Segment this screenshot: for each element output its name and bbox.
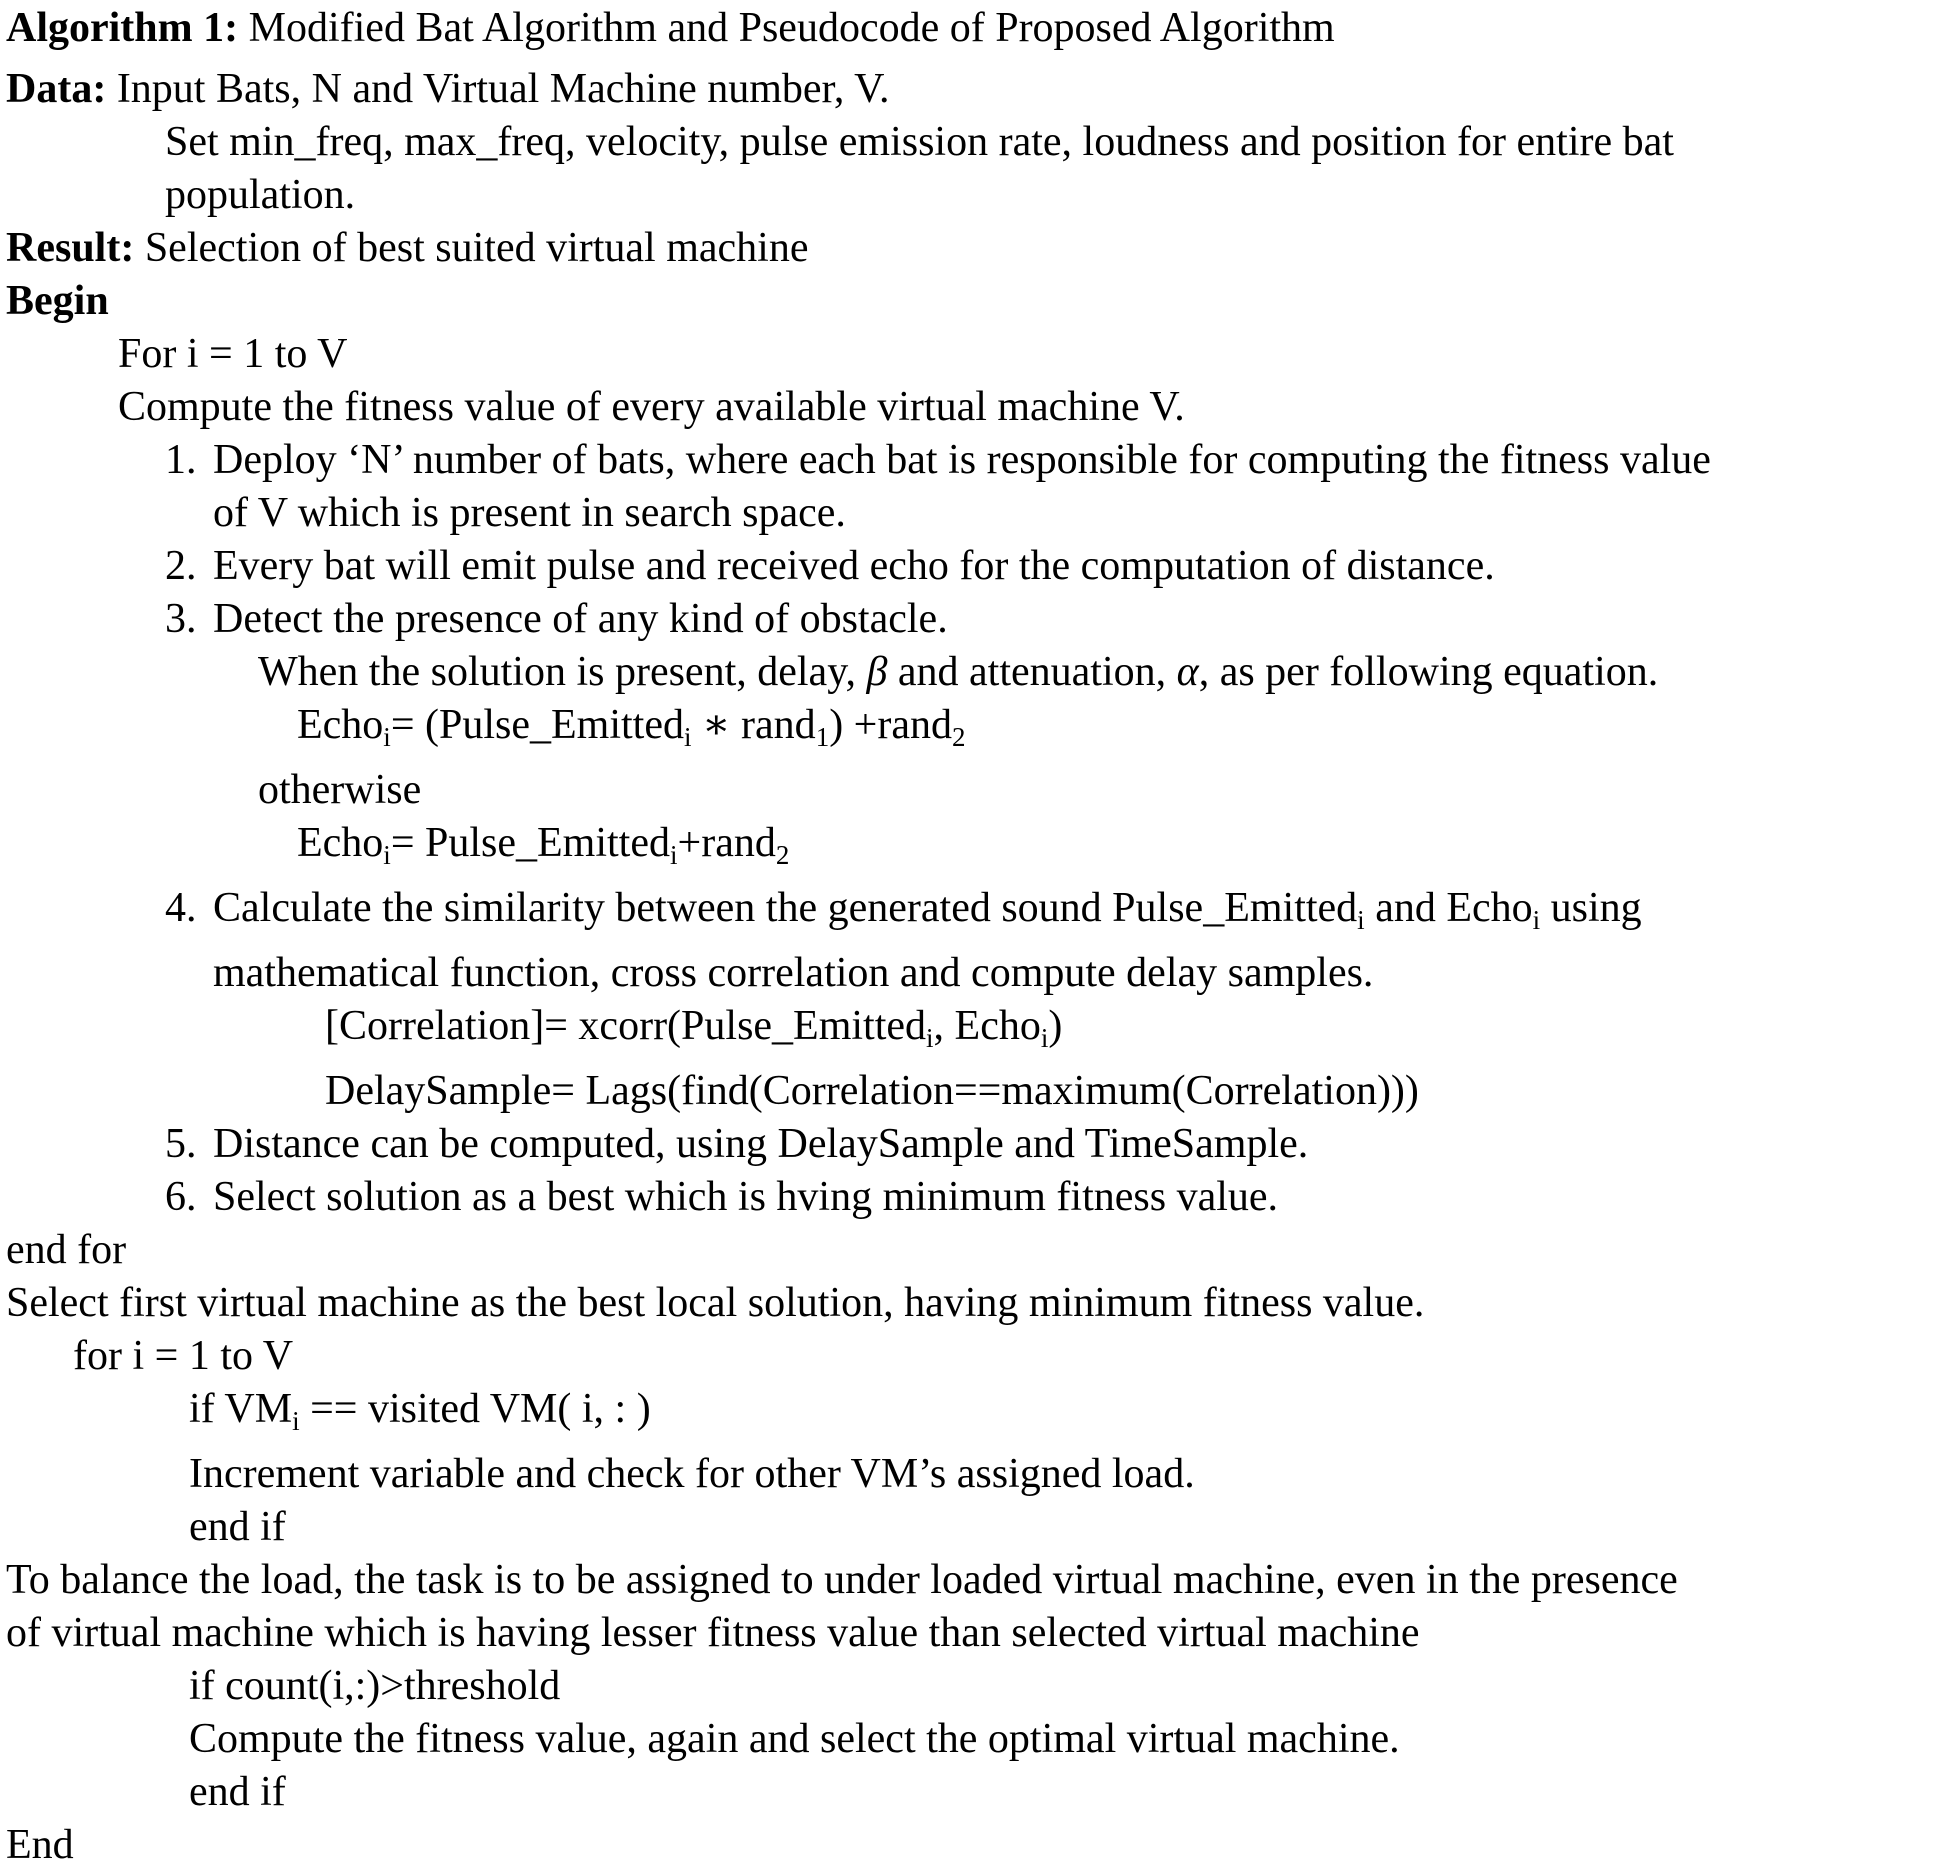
- list-number: 1.: [165, 437, 197, 483]
- code-text: otherwise: [258, 767, 422, 813]
- greek-alpha: α: [1176, 649, 1199, 695]
- end-if-line: [0, 1766, 1960, 1819]
- subscript: i: [292, 1406, 300, 1436]
- code-text: Detect the presence of any kind of obstacle.: [213, 596, 948, 642]
- condition-line: [0, 646, 1960, 699]
- code-text: To balance the load, the task is to be assigned to under loaded virtual machine, even in the presence: [6, 1557, 1678, 1603]
- code-text: end if: [189, 1504, 286, 1550]
- code-text: Select solution as a best which is hving minimum fitness value.: [213, 1174, 1279, 1220]
- subscript: i: [1040, 1023, 1049, 1053]
- data-label: Data:: [6, 66, 107, 112]
- if-line: [0, 1383, 1960, 1448]
- code-text: Selection of best suited virtual machine: [134, 225, 809, 271]
- code-line: [0, 169, 1960, 222]
- code-line: [0, 1713, 1960, 1766]
- algorithm-title: [0, 0, 1960, 55]
- algorithm-title-text: Modified Bat Algorithm and Pseudocode of Proposed Algorithm: [238, 5, 1335, 51]
- list-number: 5.: [165, 1121, 197, 1167]
- begin-keyword: Begin: [6, 278, 109, 324]
- subscript: 1: [815, 722, 830, 752]
- data-line: [0, 63, 1960, 116]
- code-text: using: [1540, 885, 1642, 931]
- code-text: = Pulse_Emitted: [390, 820, 670, 866]
- subscript: i: [383, 722, 391, 752]
- code-text: Echo: [297, 702, 384, 748]
- equation-line: [0, 817, 1960, 882]
- code-text: +rand: [677, 820, 776, 866]
- subscript: i: [683, 722, 692, 752]
- equation-line: [0, 1065, 1960, 1118]
- code-line: [0, 1448, 1960, 1501]
- code-text: Distance can be computed, using DelaySample and TimeSample.: [213, 1121, 1309, 1167]
- code-text: = (Pulse_Emitted: [390, 702, 684, 748]
- subscript: i: [670, 840, 678, 870]
- code-line: [0, 1277, 1960, 1330]
- code-text: When the solution is present, delay,: [258, 649, 867, 695]
- code-text: [Correlation]= xcorr(Pulse_Emitted: [325, 1003, 927, 1049]
- greek-beta: β: [866, 649, 888, 695]
- for-loop-line: [0, 328, 1960, 381]
- end-if-line: [0, 1501, 1960, 1554]
- equation-line: [0, 1000, 1960, 1065]
- end-for-line: [0, 1224, 1960, 1277]
- code-text: , as per following equation.: [1198, 649, 1659, 695]
- code-text: of V which is present in search space.: [213, 490, 846, 536]
- code-line: [0, 381, 1960, 434]
- code-text: ∗ rand: [691, 702, 816, 748]
- code-line: [0, 947, 1960, 1000]
- code-text: Every bat will emit pulse and received echo for the computation of distance.: [213, 543, 1495, 589]
- equation-line: [0, 699, 1960, 764]
- list-number: 6.: [165, 1174, 197, 1220]
- list-item-2: [0, 540, 1960, 593]
- algorithm-number-label: Algorithm 1:: [6, 5, 239, 51]
- pseudocode-body: [0, 55, 1960, 1872]
- code-text: ): [1048, 1003, 1063, 1049]
- code-line: [0, 116, 1960, 169]
- subscript: 2: [775, 840, 790, 870]
- subscript: i: [383, 840, 391, 870]
- for-loop-line: [0, 1330, 1960, 1383]
- code-text: DelaySample= Lags(find(Correlation==maximum(Correlation))): [325, 1068, 1419, 1114]
- subscript: i: [926, 1023, 934, 1053]
- result-line: [0, 222, 1960, 275]
- result-label: Result:: [6, 225, 135, 271]
- code-text: Set min_freq, max_freq, velocity, pulse emission rate, loudness and position for entire bat: [165, 119, 1674, 165]
- list-item-3: [0, 593, 1960, 646]
- list-item-5: [0, 1118, 1960, 1171]
- code-text: and attenuation,: [887, 649, 1177, 695]
- code-text: population.: [165, 172, 356, 218]
- code-text: Echo: [297, 820, 384, 866]
- code-line: [0, 1554, 1960, 1607]
- code-text: if count(i,:)>threshold: [189, 1663, 561, 1709]
- code-text: of virtual machine which is having lesser fitness value than selected virtual machine: [6, 1610, 1420, 1656]
- list-item-6: [0, 1171, 1960, 1224]
- code-text: end if: [189, 1769, 286, 1815]
- end-line: [0, 1819, 1960, 1872]
- code-text: Compute the fitness value, again and select the optimal virtual machine.: [189, 1716, 1400, 1762]
- code-text: Input Bats, N and Virtual Machine number, V.: [106, 66, 890, 112]
- code-line: [0, 1607, 1960, 1660]
- code-text: mathematical function, cross correlation and compute delay samples.: [213, 950, 1374, 996]
- code-text: end for: [6, 1227, 127, 1273]
- list-number: 3.: [165, 596, 197, 642]
- code-text: if VM: [189, 1386, 293, 1432]
- code-text: == visited VM( i, : ): [299, 1386, 651, 1432]
- code-text: Compute the fitness value of every available virtual machine V.: [118, 384, 1185, 430]
- code-text: For i = 1 to V: [118, 331, 348, 377]
- otherwise-line: [0, 764, 1960, 817]
- subscript: i: [1357, 905, 1365, 935]
- if-line: [0, 1660, 1960, 1713]
- code-text: ) +rand: [829, 702, 952, 748]
- list-item-1: [0, 434, 1960, 487]
- subscript: 2: [952, 722, 966, 752]
- list-number: 4.: [165, 885, 197, 931]
- code-text: Calculate the similarity between the generated sound Pulse_Emitted: [213, 885, 1358, 931]
- code-text: and Echo: [1364, 885, 1533, 931]
- code-text: End: [6, 1822, 74, 1868]
- code-text: Deploy ‘N’ number of bats, where each bat is responsible for computing the fitness value: [213, 437, 1711, 483]
- subscript: i: [1532, 905, 1541, 935]
- code-text: Increment variable and check for other VM’s assigned load.: [189, 1451, 1195, 1497]
- list-number: 2.: [165, 543, 197, 589]
- begin-line: [0, 275, 1960, 328]
- code-text: Select first virtual machine as the best local solution, having minimum fitness value.: [6, 1280, 1425, 1326]
- code-text: , Echo: [933, 1003, 1041, 1049]
- code-text: for i = 1 to V: [73, 1333, 294, 1379]
- code-line: [0, 487, 1960, 540]
- list-item-4: [0, 882, 1960, 947]
